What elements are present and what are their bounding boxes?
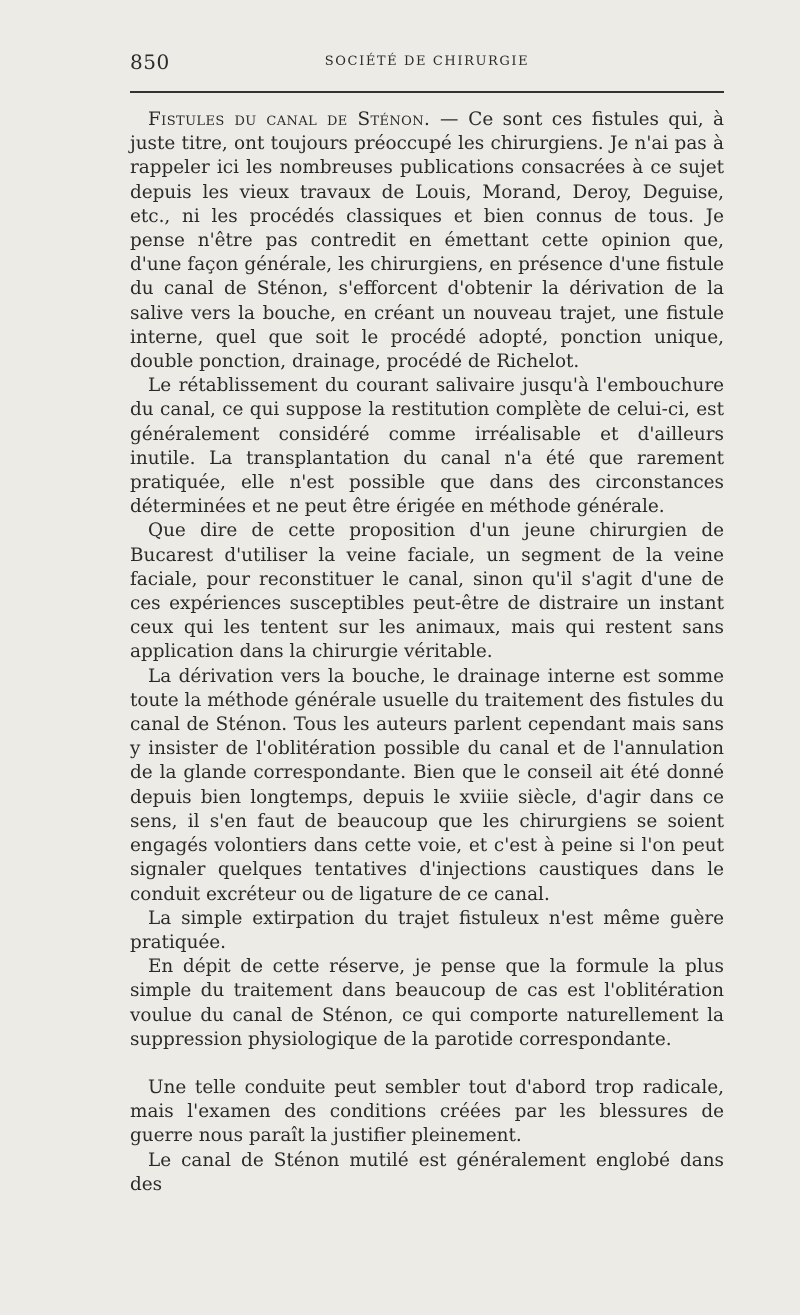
paragraph: Le canal de Sténon mutilé est généralement englobé dans des [130,1149,724,1195]
page-header [130,50,724,80]
paragraph: Que dire de cette proposition d'un jeune chirurgien de Bucarest d'utiliser la veine faciale, un segment de la veine faciale, pour reconstituer le canal, sinon qu'il s'agit d'une de ces expériences susceptibles peut-être de distraire un instant ceux qui les tentent sur les animaux, mais qui restent sans application dans la chirurgie véritable. [130,520,724,663]
page-number: 850 [130,50,170,74]
paragraph: La simple extirpation du trajet fistuleux n'est même guère pratiquée. [130,907,724,953]
paragraph [130,108,724,374]
paragraph: Le rétablissement du courant salivaire jusqu'à l'embouchure du canal, ce qui suppose la restitution complète de celui-ci, est généralement considéré comme irréalisable et d'ailleurs inutile. La transplantation du canal n'a été que rarement pratiquée, elle n'est possible que dans des circonstances déterminées et ne peut être érigée en méthode générale. [130,375,724,518]
article-body [130,108,724,1197]
paragraph: Une telle conduite peut sembler tout d'abord trop radicale, mais l'examen des conditions créées par les blessures de guerre nous paraît la justifier pleinement. [130,1076,724,1147]
paragraph-text: Ce sont ces fistules qui, à juste titre, ont toujours préoccupé les chirurgiens. Je n'ai pas à rappeler ici les nombreuses publications consacrées à ce sujet depuis les vieux travaux de Louis, Morand, Deroy, Deguise, etc., ni les procédés classiques et bien connus de tous. Je pense n'être pas contredit en émettant cette opinion que, d'une façon générale, les chirurgiens, en présence d'une fistule du canal de Sténon, s'efforcent d'obtenir la dérivation de la salive vers la bouche, en créant un nouveau trajet, une fistule interne, quel que soit le procédé adopté, ponction unique, double ponction, drainage, procédé de Richelot. [130,109,724,373]
running-title: SOCIÉTÉ DE CHIRURGIE [324,54,530,69]
section-heading: Fistules du canal de Sténon. — [148,109,459,130]
header-rule [130,91,724,93]
paragraph: En dépit de cette réserve, je pense que la formule la plus simple du traitement dans beaucoup de cas est l'oblitération voulue du canal de Sténon, ce qui comporte naturellement la suppression physiologique de la parotide correspondante. [130,956,724,1050]
paragraph: La dérivation vers la bouche, le drainage interne est somme toute la méthode générale usuelle du traitement des fistules du canal de Sténon. Tous les auteurs parlent cependant mais sans y insister de l'oblitération possible du canal et de l'annulation de la glande correspondante. Bien que le conseil ait été donné depuis bien longtemps, depuis le xviiie siècle, d'agir dans ce sens, il s'en faut de beaucoup que les chirurgiens se soient engagés volontiers dans cette voie, et c'est à peine si l'on peut signaler quelques tentatives d'injections caustiques dans le conduit excréteur ou de ligature de ce canal. [130,665,724,905]
